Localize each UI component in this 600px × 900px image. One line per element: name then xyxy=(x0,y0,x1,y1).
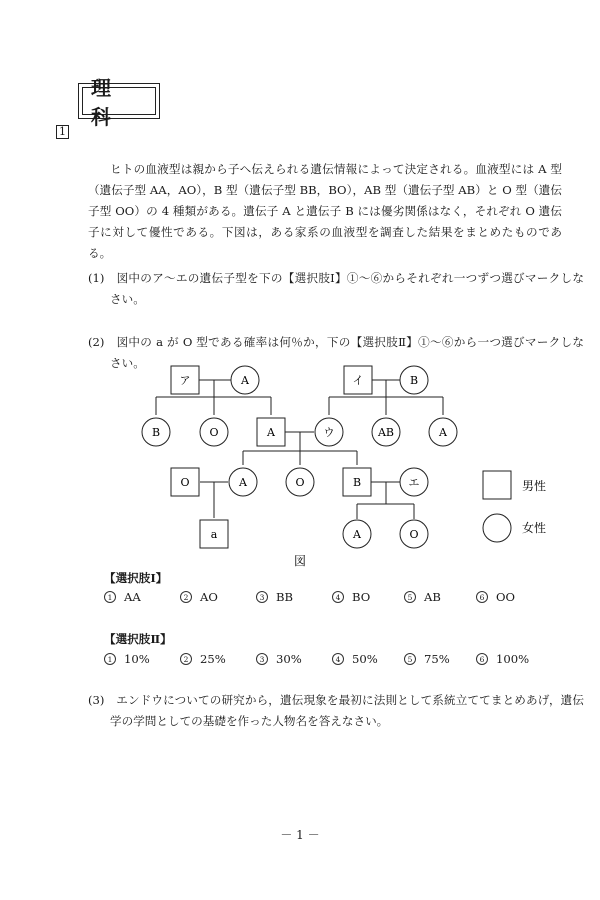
choice-number: 1 xyxy=(104,653,116,665)
legend-female-label: 女性 xyxy=(522,521,547,535)
choice-text: 10% xyxy=(124,652,150,666)
choice-text: AA xyxy=(124,590,141,604)
choice-text: 50% xyxy=(352,652,378,666)
node-label: A xyxy=(353,528,361,541)
choice-number: 2 xyxy=(180,653,192,665)
node-label: O xyxy=(180,476,190,489)
choice-2-5 xyxy=(404,652,476,666)
choice-text: OO xyxy=(496,590,516,604)
choice-number: 6 xyxy=(476,653,488,665)
choice-2-1 xyxy=(104,652,180,666)
legend xyxy=(483,471,546,542)
question-number: 1 xyxy=(56,125,69,139)
legend-male-square xyxy=(483,471,511,499)
choice-1-4 xyxy=(332,590,404,604)
choice-text: 75% xyxy=(424,652,450,666)
choice-text: 25% xyxy=(200,652,226,666)
node-label: B xyxy=(409,374,419,387)
choice-1-6 xyxy=(476,590,536,604)
choice-2-4 xyxy=(332,652,404,666)
choice-number: 5 xyxy=(404,591,416,603)
node-label: ア xyxy=(179,374,191,387)
choice-number: 5 xyxy=(404,653,416,665)
node-label: a xyxy=(210,528,218,541)
choice-text: 100% xyxy=(496,652,530,666)
choice-number: 3 xyxy=(256,653,268,665)
node-label: エ xyxy=(408,476,420,489)
choice-text: 30% xyxy=(276,652,302,666)
choices-1-heading: 【選択肢Ⅰ】 xyxy=(104,571,168,585)
choice-text: BO xyxy=(352,590,371,604)
question-3: (3) エンドウについての研究から，遺伝現象を最初に法則として系統立ててまとめあげ，遺伝学の学問としての基礎を作った人物名を答えなさい。 xyxy=(88,693,584,728)
choice-1-3 xyxy=(256,590,332,604)
figure-caption: 図 xyxy=(293,554,307,568)
choice-1-5 xyxy=(404,590,476,604)
intro-paragraph: ヒトの血液型は親から子へ伝えられる遺伝情報によって決定される。血液型には A 型（遺伝子型 AA，AO），B 型（遺伝子型 BB，BO），AB 型（遺伝子型 AB）と O 型（遺伝子型 OO）の 4 種類がある。遺伝子 A と遺伝子 B には優劣関係はなく，それぞれ O 遺伝子に対して優性である。下図は，ある家系の血液型を調査した結果をまとめたものである。 xyxy=(88,162,562,260)
node-label: AB xyxy=(377,426,395,439)
node-label: O xyxy=(409,528,419,541)
choice-text: AB xyxy=(424,590,441,604)
question-2: (2) 図中の a が O 型である確率は何％か，下の【選択肢Ⅱ】①～⑥から一つ選びマークしなさい。 xyxy=(88,335,584,370)
page-number: － 1 － xyxy=(280,828,320,842)
node-label: B xyxy=(352,476,362,489)
node-label: A xyxy=(267,426,275,439)
node-label: A xyxy=(241,374,249,387)
choice-number: 6 xyxy=(476,591,488,603)
choice-number: 1 xyxy=(104,591,116,603)
choice-text: BB xyxy=(276,590,294,604)
node-label: O xyxy=(209,426,219,439)
choices-1 xyxy=(104,590,544,604)
choice-number: 2 xyxy=(180,591,192,603)
node-label: O xyxy=(295,476,305,489)
question-1: (1) 図中のア～エの遺伝子型を下の【選択肢Ⅰ】①～⑥からそれぞれ一つずつ選びマークしなさい。 xyxy=(88,271,584,306)
choices-2-heading: 【選択肢Ⅱ】 xyxy=(104,632,172,646)
choice-2-2 xyxy=(180,652,256,666)
choice-text: AO xyxy=(200,590,218,604)
choice-1-2 xyxy=(180,590,256,604)
node-label: A xyxy=(439,426,447,439)
choice-2-6 xyxy=(476,652,544,666)
choice-number: 4 xyxy=(332,653,344,665)
choice-number: 3 xyxy=(256,591,268,603)
legend-female-circle xyxy=(483,514,511,542)
choices-2 xyxy=(104,652,544,666)
legend-male-label: 男性 xyxy=(522,479,547,493)
node-label: ウ xyxy=(323,426,335,439)
choice-1-1 xyxy=(104,590,180,604)
node-label: A xyxy=(239,476,247,489)
page-title: 理 科 xyxy=(82,87,156,115)
node-label: イ xyxy=(352,374,364,387)
choice-number: 4 xyxy=(332,591,344,603)
node-label: B xyxy=(151,426,161,439)
choice-2-3 xyxy=(256,652,332,666)
pedigree-lines xyxy=(156,380,443,519)
